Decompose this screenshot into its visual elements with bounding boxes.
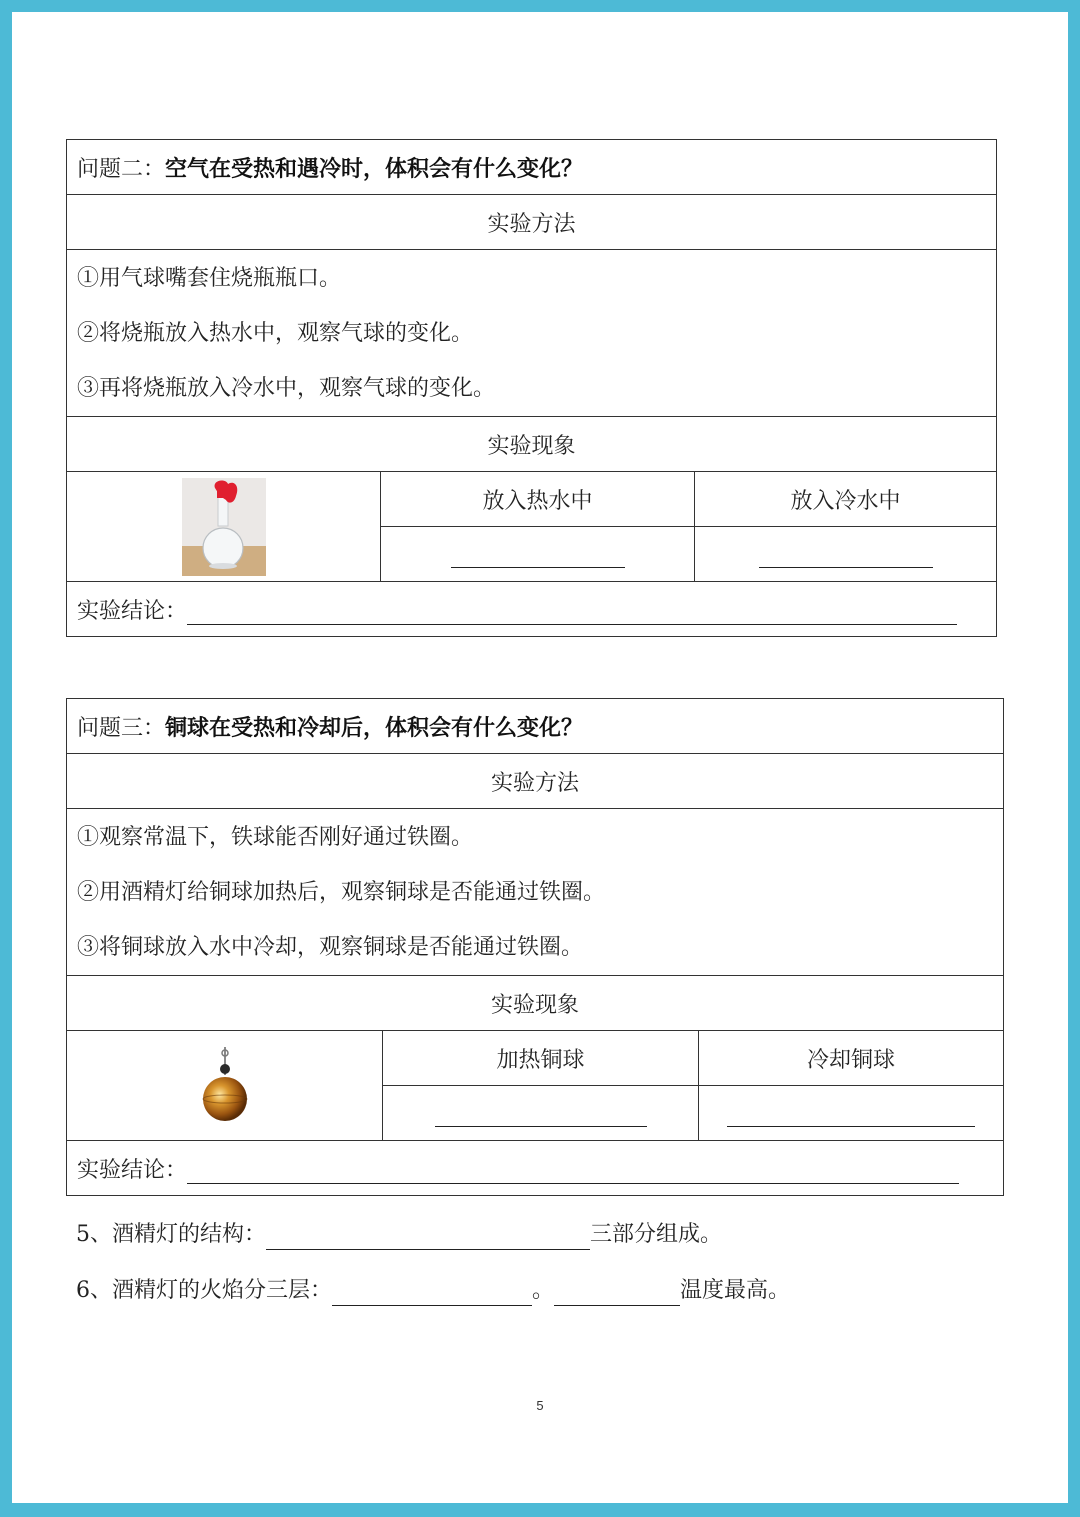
item-6-statement: [76, 1276, 790, 1306]
question-3-title: 铜球在受热和冷却后，体积会有什么变化？: [165, 714, 584, 741]
question-3-phenomenon-header: 实验现象: [67, 976, 1004, 1031]
question-2-title: 空气在受热和遇冷时，体积会有什么变化？: [165, 155, 584, 182]
col-hot-water: 放入热水中: [381, 472, 695, 527]
question-3-step-3: ③将铜球放入水中冷却，观察铜球是否能通过铁圈。: [77, 934, 584, 960]
question-3-conclusion-label: 实验结论：: [77, 1157, 188, 1183]
question-2-label: 问题二：: [77, 156, 166, 182]
question-2-step-3: ③再将烧瓶放入冷水中，观察气球的变化。: [77, 375, 496, 401]
question-2-step-1: ①用气球嘴套住烧瓶瓶口。: [77, 265, 342, 291]
item-5-statement: [76, 1220, 722, 1250]
question-2-conclusion-label: 实验结论：: [77, 598, 188, 624]
flask-balloon-image-cell: [67, 472, 381, 582]
heat-copper-answer-blank[interactable]: [435, 1100, 647, 1127]
question-3-step-2: ②用酒精灯给铜球加热后，观察铜球是否能通过铁圈。: [77, 879, 606, 905]
question-3-conclusion-blank[interactable]: [187, 1157, 959, 1184]
question-2-steps-row: [67, 250, 997, 417]
copper-ball-image: [195, 1045, 255, 1127]
question-2-conclusion-blank[interactable]: [187, 598, 957, 625]
question-2-table: [66, 139, 997, 637]
item-6-suffix: 温度最高。: [680, 1278, 791, 1303]
copper-ball-image-cell: [67, 1031, 383, 1141]
question-3-steps-row: [67, 809, 1004, 976]
question-2-phenomenon-header: 实验现象: [67, 417, 997, 472]
item-6-prefix: 6、酒精灯的火焰分三层：: [76, 1278, 332, 1303]
col-cool-copper-ball: 冷却铜球: [699, 1031, 1004, 1086]
item-6-answer-blank-1[interactable]: [332, 1279, 532, 1306]
question-2-title-row: [67, 140, 997, 195]
item-5-prefix: 5、酒精灯的结构：: [76, 1222, 266, 1247]
worksheet-page: [12, 12, 1068, 1503]
item-5-suffix: 三部分组成。: [590, 1222, 723, 1247]
col-heat-copper-ball: 加热铜球: [383, 1031, 699, 1086]
item-6-answer-blank-2[interactable]: [554, 1279, 680, 1306]
question-3-method-header: 实验方法: [67, 754, 1004, 809]
cold-water-answer-blank[interactable]: [759, 541, 933, 568]
question-3-label: 问题三：: [77, 715, 166, 741]
question-2-method-header: 实验方法: [67, 195, 997, 250]
question-3-table: [66, 698, 1004, 1196]
question-2-step-2: ②将烧瓶放入热水中，观察气球的变化。: [77, 320, 474, 346]
question-3-step-1: ①观察常温下，铁球能否刚好通过铁圈。: [77, 824, 474, 850]
flask-with-balloon-image: [182, 478, 266, 576]
item-5-answer-blank[interactable]: [266, 1223, 590, 1250]
col-cold-water: 放入冷水中: [695, 472, 997, 527]
hot-water-answer-blank[interactable]: [451, 541, 625, 568]
cool-copper-answer-blank[interactable]: [727, 1100, 975, 1127]
item-6-middle: 。: [532, 1278, 555, 1303]
page-number: 5: [536, 1398, 544, 1413]
